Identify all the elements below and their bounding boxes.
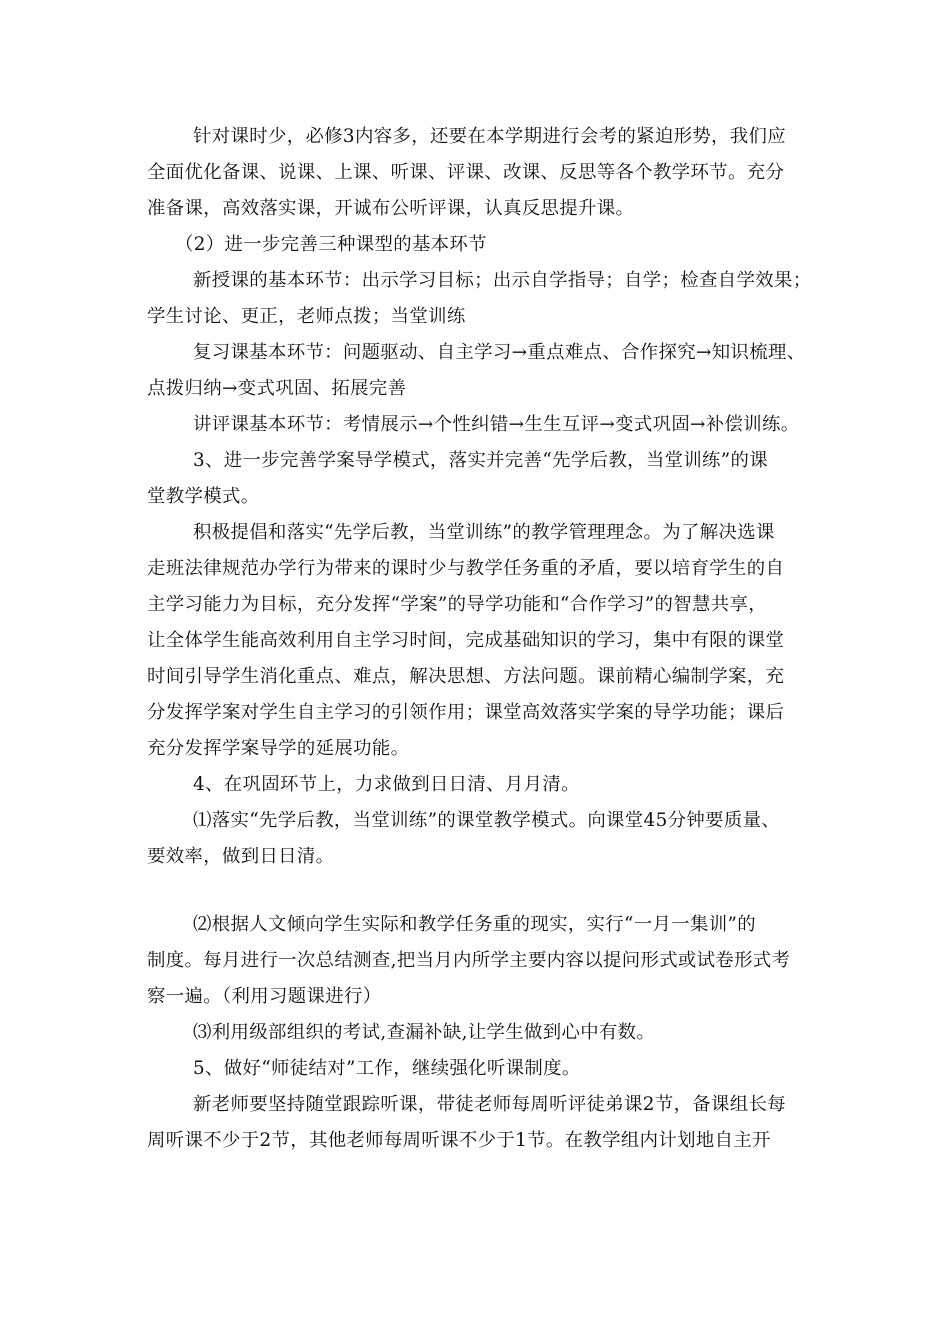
paragraph-line: 讲评课基本环节：考情展示→个性纠错→生生互评→变式巩固→补偿训练。 — [193, 414, 800, 435]
paragraph-line: ⑵根据人文倾向学生实际和教学任务重的现实，实行“一月一集训”的 — [193, 914, 756, 935]
paragraph-line: 让全体学生能高效利用自主学习时间，完成基础知识的学习，集中有限的课堂 — [147, 630, 785, 651]
paragraph-line: 积极提倡和落实“先学后教，当堂训练”的教学管理理念。为了解决选课 — [193, 522, 775, 543]
section-heading: 5、做好“师徒结对”工作，继续强化听课制度。 — [193, 1058, 581, 1079]
paragraph-line: 充分发挥学案导学的延展功能。 — [147, 738, 410, 759]
paragraph-line: 针对课时少，必修3内容多，还要在本学期进行会考的紧迫形势，我们应 — [193, 126, 787, 147]
paragraph-line: 点拨归纳→变式巩固、拓展完善 — [147, 378, 407, 399]
paragraph-line: 周听课不少于2节，其他老师每周听课不少于1节。在教学组内计划地自主开 — [147, 1130, 771, 1151]
paragraph-line: 主学习能力为目标，充分发挥“学案”的导学功能和“合作学习”的智慧共享， — [147, 594, 767, 615]
paragraph-line: 全面优化备课、说课、上课、听课、评课、改课、反思等各个教学环节。充分 — [147, 162, 785, 183]
paragraph-line: 分发挥学案对学生自主学习的引领作用；课堂高效落实学案的导学功能；课后 — [147, 702, 785, 723]
paragraph-line: 新授课的基本环节：出示学习目标；出示自学指导；自学；检查自学效果； — [193, 270, 812, 291]
paragraph-line: 复习课基本环节：问题驱动、自主学习→重点难点、合作探究→知识梳理、 — [193, 342, 806, 363]
paragraph-line: 要效率，做到日日清。 — [147, 846, 335, 867]
paragraph-line: 时间引导学生消化重点、难点，解决思想、方法问题。课前精心编制学案，充 — [147, 666, 785, 687]
paragraph-line: 堂教学模式。 — [147, 486, 260, 507]
section-heading: （2）进一步完善三种课型的基本环节 — [175, 234, 487, 255]
paragraph-line: 走班法律规范办学行为带来的课时少与教学任务重的矛盾，要以培育学生的自 — [147, 558, 785, 579]
paragraph-line: 新老师要坚持随堂跟踪听课，带徒老师每周听评徒弟课2节，备课组长每 — [193, 1094, 787, 1115]
paragraph-line: 学生讨论、更正，老师点拨；当堂训练 — [147, 306, 466, 327]
paragraph-line: 制度。每月进行一次总结测查,把当月内所学主要内容以提问形式或试卷形式考 — [147, 950, 791, 971]
paragraph-line: ⑶利用级部组织的考试,查漏补缺,让学生做到心中有数。 — [193, 1022, 656, 1043]
paragraph-line: 察一遍。（利用习题课进行） — [147, 986, 382, 1007]
section-heading: 4、在巩固环节上，力求做到日日清、月月清。 — [193, 774, 580, 795]
paragraph-line: ⑴落实“先学后教，当堂训练”的课堂教学模式。向课堂45分钟要质量、 — [193, 810, 781, 831]
section-heading: 3、进一步完善学案导学模式，落实并完善“先学后教，当堂训练”的课 — [193, 450, 769, 471]
paragraph-line: 准备课，高效落实课，开诚布公听评课，认真反思提升课。 — [147, 198, 635, 219]
